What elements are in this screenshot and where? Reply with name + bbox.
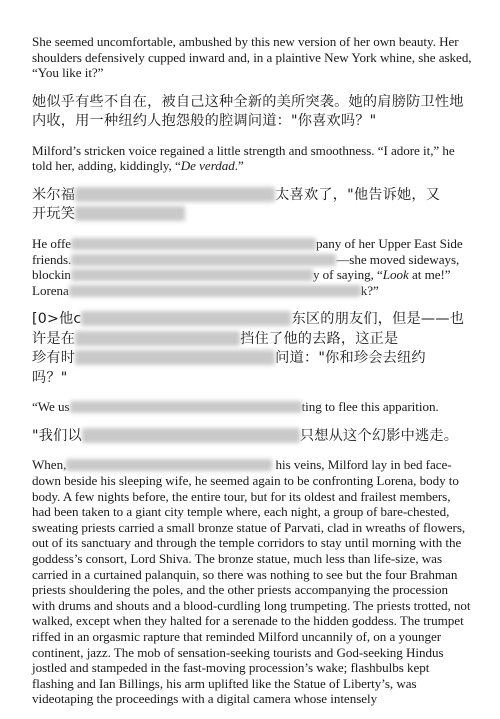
redaction-blur xyxy=(66,459,272,471)
text-segment: When, xyxy=(32,457,67,473)
text-segment: [0>他c xyxy=(32,311,82,328)
text-segment: 只想从这个幻影中逃走。 xyxy=(299,427,459,444)
paragraph-chinese-2 xyxy=(32,186,472,225)
text-segment: “We us xyxy=(32,399,70,415)
paragraph-chinese-4 xyxy=(32,427,472,447)
redaction-blur xyxy=(71,238,316,250)
text-segment: friends. xyxy=(32,251,72,267)
text-segment: pany of her Upper East Side xyxy=(316,235,463,251)
paragraph-english-5 xyxy=(32,457,472,707)
paragraph-english-1: She seemed uncomfortable, ambushed by this new version of her own beauty. Her shoulders defensively cupped inward and, in a plaintive New York whine, she asked, “You like it?” xyxy=(32,34,472,81)
text-segment: 挡住了他的去路，这正是 xyxy=(240,330,399,347)
paragraph-english-4 xyxy=(32,399,472,415)
text-segment: 米尔福 xyxy=(32,186,76,203)
redaction-blur xyxy=(81,311,291,326)
redaction-blur xyxy=(71,269,313,281)
redaction-blur xyxy=(75,187,275,202)
text-segment: Lorena xyxy=(32,282,69,298)
text-segment: at me!” xyxy=(408,267,451,283)
text-segment: 东区的朋友们，但是——也 xyxy=(291,311,465,328)
text-segment: 珍有时 xyxy=(32,350,76,367)
document-page xyxy=(32,34,472,719)
text-segment: his veins, Milford lay in bed face-down beside his sleeping wife, he seemed again to be confronting Lorena, body to body. A few nights before, the entire tour, but for its oldest and frailest members, had been taken to a giant city temple where, each night, a group of bare-chested, sweating priests carried a small bronze statue of Parvati, clad in wreaths of flowers, out of its sanctuary and through the temple corridors to stay until morning with the goddess’s consort, Lord Shiva. The bronze statue, much less than life-size, was carried in a curtained palanquin, so there was nothing to see but the four Brahman priests shouldering the poles, and the other priests accompanying the procession with drums and shouts and a blood-curdling long trumpeting. The priests trotted, not walked, except when they halted for a serenade to the hidden goddess. The trumpet riffed in an orgasmic rapture that reminded Milford uncannily of, on a younger continent, jazz. The mob of sensation-seeking tourists and God-seeking Hindus jostled and stampeded in the fast-moving procession’s wake; flashbulbs kept flashing and Ian Billings, his arm uplifted like the Statue of Liberty’s, was videotaping the proceedings with a digital camera whose intensely xyxy=(32,457,471,707)
text-segment: 吗？" xyxy=(32,369,68,386)
italic-phrase: De verdad xyxy=(180,158,235,174)
text-segment: 开玩笑 xyxy=(32,206,76,223)
text-segment: —she moved sideways, xyxy=(336,251,460,267)
redaction-blur xyxy=(71,254,336,266)
paragraph-english-2 xyxy=(32,143,472,174)
text-segment: blockin xyxy=(32,267,71,283)
paragraph-english-3 xyxy=(32,236,472,298)
italic-phrase: Look xyxy=(382,267,409,283)
text-segment: "我们以 xyxy=(32,427,82,444)
text-segment: 许是在 xyxy=(32,330,76,347)
redaction-blur xyxy=(82,428,300,443)
paragraph-chinese-1: 她似乎有些不自在，被自己这种全新的美所突袭。她的肩膀防卫性地内收，用一种纽约人抱怨般的腔调问道："你喜欢吗？" xyxy=(32,93,464,130)
text-segment: Milford’s stricken voice regained a little strength and smoothness. “I adore it,” he told her, adding, kiddingly, “ xyxy=(32,142,455,174)
text-segment: k?” xyxy=(360,282,379,298)
text-segment: He offe xyxy=(32,235,72,251)
redaction-blur xyxy=(69,285,361,297)
redaction-blur xyxy=(75,206,185,221)
redaction-blur xyxy=(70,401,302,413)
redaction-blur xyxy=(75,331,240,346)
text-segment: 问道："你和珍会去纽约 xyxy=(275,350,426,367)
text-segment: y of saying, “ xyxy=(312,267,383,283)
text-segment: .” xyxy=(234,158,244,174)
redaction-blur xyxy=(75,350,275,365)
text-segment: ting to flee this apparition. xyxy=(301,399,439,415)
paragraph-chinese-3 xyxy=(32,310,472,388)
text-segment: 太喜欢了，"他告诉她，又 xyxy=(275,186,441,203)
